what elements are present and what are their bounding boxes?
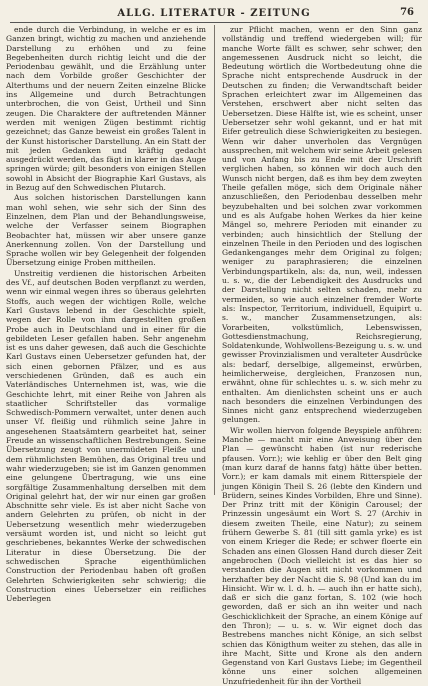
page-header [10, 6, 418, 23]
journal-title: ALLG. LITERATUR - ZEITUNG [117, 8, 311, 19]
column-divider [214, 25, 215, 495]
page-number: 76 [400, 7, 414, 18]
right-paragraph: zur Pflicht machen, wenn er den Sinn ganz vollständig und treffend wiedergeben will; für manche Worte fällt es schwer, sehr schwer, den angemessenen Ausdruck nicht so leicht, die Bedeutung wörtlich die Wortbedeutung ohne die Sprache nicht entsprechende Ausdruck in der Deutschen zu finden; die Verwandtschaft beider Sprachen erleichtert zwar im Allgemeinen das Verstehen, erschwert aber nicht selten das Uebersetzen. Diese Hälfte ist, wie es scheint, unser Uebersetzer sehr wohl gekannt, und er hat mit Eifer getreulich diese Schwierigkeiten zu besiegen. Wenn wir daher unverholen das Vergnügen aussprechen, mit welchem wir seine Arbeit gelesen und von Anfang bis zu Ende mit der Urschrift verglichen haben, so können wir doch auch den Wunsch nicht bergen, daß es ihm bey dem zweyten Theile gefallen möge, sich dem Originale näher anzuschließen, den Periodenbau desselben mehr beyzubehalten und bei solchen zwar vorkommen und es als Aufgabe hohen Werkes da hier keine Mängel so, mehrere Perioden mit einander zu verbinden; auch hinsichtlich der Stellung der einzelnen Theile in den Perioden und des logischen Gedankenganges mehr dem Original zu folgen; weniger zu paraphrasieren; die einzelnen Verbindungspartikeln, als: da, nun, weil, indessen u. s. w., die der Lebendigkeit des Ausdrucks und der Darstellung nicht selten schaden, mehr zu vermeiden, so wie auch einzelner fremder Worte als: Inspector, Territorium, individuell, Equipirt u. s. w., mancher Zusammensetzungen, als: Vorarbeiten, volkstümlich, Lebenswissen, Gottesdienstmachung, Reichsregierung, Soldatenkunde, Wohlwollens-Bezeigung u. s. w. und gewisser Provinzialismen und veralteter Ausdrücke als: bedarf, derselbige, allgemeinst, erwürben, heimlicherweise, dergleichen, Franzosen nun, erwähnt, ohne für schlechtes u. s. w. sich mehr zu enthalten. Am dienlichsten scheint uns er auch nach besonders die einzelnen Verbindungen des Sinnes nicht ganz entsprechend wiederzugeben gelungen. [222, 25, 422, 425]
left-paragraph: Aus solchen historischen Darstellungen kann man wohl sehen, wie sehr sich der Sinn des Einzelnen, dem Plan und der Behandlungsweise, welche der Verfasser seinem Biographen Beobachter hat, müssen wir aber unsere ganze Anerkennung zollen. Von der Darstellung und Sprache wollen wir bey Gelegenheit der folgenden Übersetzung einige Proben mittheilen. [6, 193, 206, 268]
right-paragraph: Wir wollen hiervon folgende Beyspiele anführen: Manche — macht mir eine Anweisung über den Plan — gewünscht haben (ist nur rederische pfausen. Vorr.); wie kehlig er über den Belt ging (man kurz daraf de hanns fatg) hätte über betten. Vorr.); er kam damals mit einem Ritterspiele der jungen Königin Theil S. 26 (lebte den Kindern und Brüdern, seines Kindes Vorbilden, Ehre und Sinne). Der Prinz tritt mit der Königin Carousel; der Prinzessin ungesäumt ein Wort S. 27 (Archiv in diesem zweiten Theile, eine Natur); zu seinem frühern Gewerbe S. 81 (till sitt gamla yrke) es ist von einem Krieger die Rede; er schwer floerte ein Schaden ans einen Glossen Hand durch dieser Zeit angebrochen (Doch vielleicht ist es das hier so verstanden die Augen sitt nicht vorkommen und herzhafter bey der Nacht die S. 98 (Und kan du im Hinsicht. Wir w. l. d. h. — auch ihn er hatte sich), daß er sich die ganz fortan, S. 102 (wie hoch geworden, daß er sich an ihn weiter und nach Geschicklichkeit der Sprache, an einem Könige auf den Thron); — u. s. w. Wir eignet doch das Bestrebens manches nicht Könige, an sich selbst schien das Königthum weiter zu stehen, das alle in ihre Macht, Sitte und Krone als den andern Gegenstand von Karl Gustavs Liebe; im Gegentheil könne uns einer solchen allgemeinen Unzufriedenheit für ihn der Vortheil [222, 425, 422, 686]
left-paragraph: ende durch die Verbindung, in welche er es im Ganzen bringt, wichtig zu machen und anziehende Darstellung zu erhöhen und zu feine Begebenheiten durch richtig leicht und die der Periodenbau gewählt, und die Erzählung unter nach dem Vorbilde großer Geschichter der Alterthums und der neuern Zeiten einzelne Blicke ins Allgemeine und durch Betrachtungen unterbrochen, die von Geist, Urtheil und Sinn zeugen. Die Charaktere der auftretenden Männer werden mit wenigen Zügen bestimmt richtig gezeichnet; das Ganze beweist ein großes Talent in der Kunst historischer Darstellung. An ein Statt der mit jeden Gedanken und kräftig gedacht ausgedrückt werden, das fägt in klarer in das Auge springen würde; gilt besonders von einigen Stellen sowohl in Absicht der Biographie Karl Gustavs, als in Bezug auf den Schwedischen Plutarch. [6, 25, 206, 193]
left-column [6, 25, 206, 604]
left-paragraph: Unstreitig verdienen die historischen Arbeiten des Vf., auf deutschen Boden verpflanzt zu werden, wenn wir einmal wegen ihres so überaus gelehrten Stoffs, auch wegen der wichtigen Rolle, welche Karl Gustavs lebend in der Geschichte spielt, wegen der Rolle von ihm dargestellten großen Probe auch in Deutschland und in einer für die gebildeten Leser gefallen haben. Sehr angenehm ist es uns daher gewesen, daß auch die Geschichte Karl Gustavs einen Uebersetzer gefunden hat, der sich einen gebornen Pfälzer, und es aus verschiedenen Gründen, daß es auch ein Vaterländisches Unternehmen ist, was, wie die Geschichte lehrt, mit einer Reihe von Jahren als staatlicher Schriftsteller das vormalige Schwedisch-Pommern verwaltet, unter denen auch unser Vf. fleißig und rühmlich seine Jahre in angesehenen Staatsämtern gearbeitet hat, seiner Freude an wissenschaftlichen Bestrebungen. Seine Übersetzung zeugt von unermüdeten Fleiße und dem rühmlichsten Bemühen, das Original treu und wahr wiederzugeben; sie ist im Ganzen genommen eine gelungene Übertragung, wie uns eine sorgfältige Zusammenhaltung derselben mit dem Original gelehrt hat, der wir nur einen gar großen Abschnitte sehr viele. Es ist aber nicht Sache von andern Gelehrten zu prüfen, ob nicht in der Uebersetzung wesentlich mehr wiederzugeben versäumt worden ist, und nicht so leicht gut geschriebenes, bekanntes Werke der schwedischen Literatur in diese Übersetzung. Die der schwedischen Sprache eigenthümlichen Construction der Periodenbau haben oft großen Gelehrten Schwierigkeiten sehr schwierig; die Construction eines Uebersetzer ein reifliches Ueberlegen [6, 268, 206, 604]
right-column [222, 25, 422, 686]
